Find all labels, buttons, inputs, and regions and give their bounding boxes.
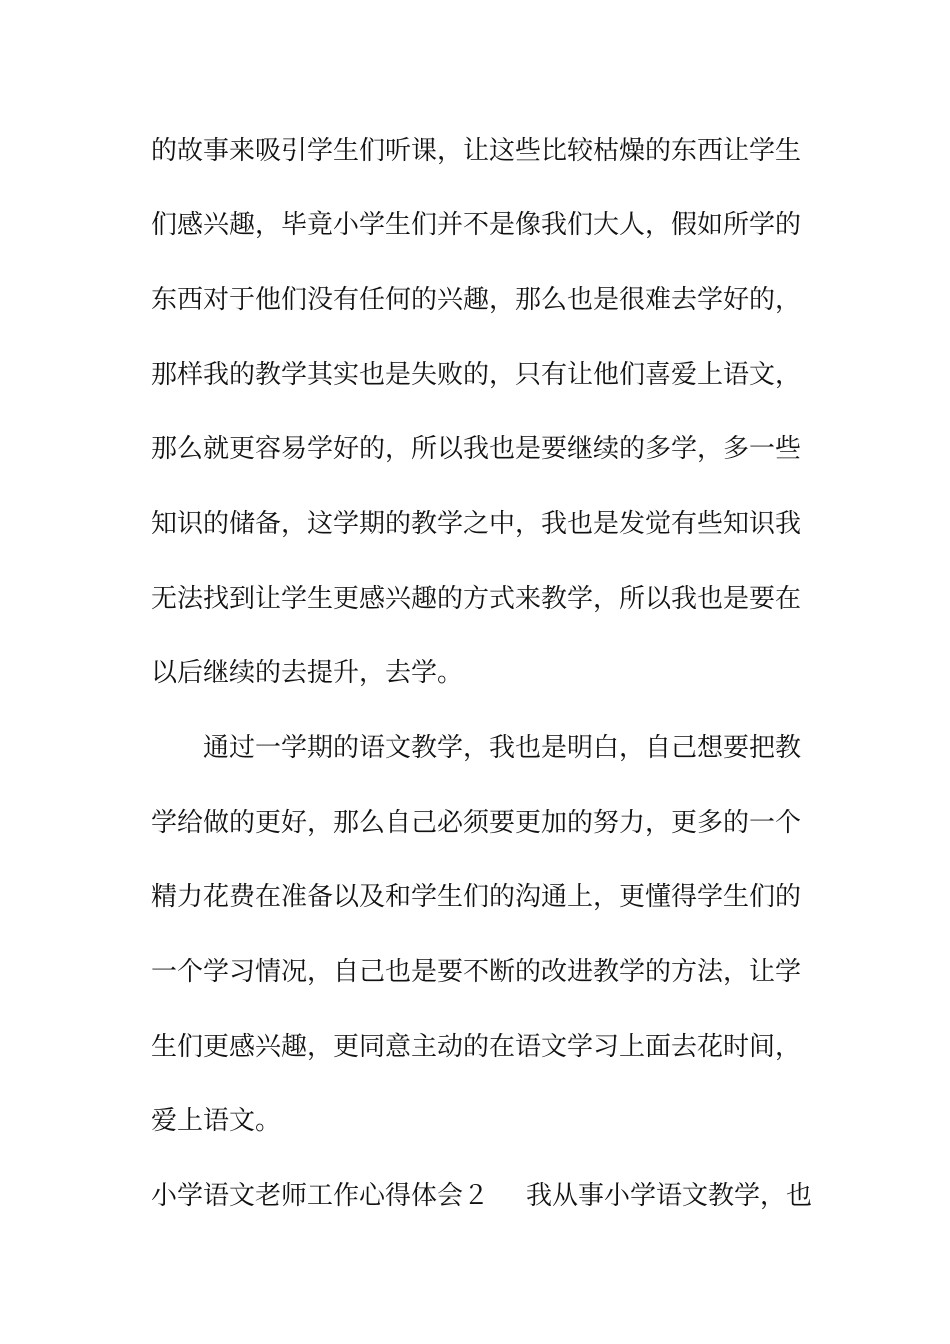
paragraph-first-line: 通过一学期的语文教学，我也是明白，自己想要把教 (203, 733, 802, 763)
paragraph-line: 东西对于他们没有任何的兴趣，那么也是很难去学好的， (151, 285, 802, 315)
section-lead-text: 我从事小学语文教学，也 (526, 1181, 813, 1211)
paragraph-line: 知识的储备，这学期的教学之中，我也是发觉有些知识我 (151, 509, 802, 539)
paragraph-line: 精力花费在准备以及和学生们的沟通上，更懂得学生们的 (151, 882, 802, 912)
paragraph-line: 无法找到让学生更感兴趣的方式来教学，所以我也是要在 (151, 584, 802, 614)
paragraph-line: 一个学习情况，自己也是要不断的改进教学的方法，让学 (151, 957, 802, 987)
paragraph-line: 生们更感兴趣，更同意主动的在语文学习上面去花时间， (151, 1032, 802, 1062)
paragraph-line: 们感兴趣，毕竟小学生们并不是像我们大人，假如所学的 (151, 210, 802, 240)
paragraph-line: 以后继续的去提升，去学。 (151, 658, 464, 688)
paragraph-line: 那样我的教学其实也是失败的，只有让他们喜爱上语文， (151, 360, 802, 390)
section-title: 小学语文老师工作心得体会２ (151, 1181, 490, 1211)
paragraph-line: 的故事来吸引学生们听课，让这些比较枯燥的东西让学生 (151, 136, 802, 166)
paragraph-line: 爱上语文。 (151, 1106, 282, 1136)
section-heading-row (151, 1176, 821, 1216)
paragraph-line: 那么就更容易学好的，所以我也是要继续的多学，多一些 (151, 434, 802, 464)
paragraph-line: 学给做的更好，那么自己必须要更加的努力，更多的一个 (151, 808, 802, 838)
